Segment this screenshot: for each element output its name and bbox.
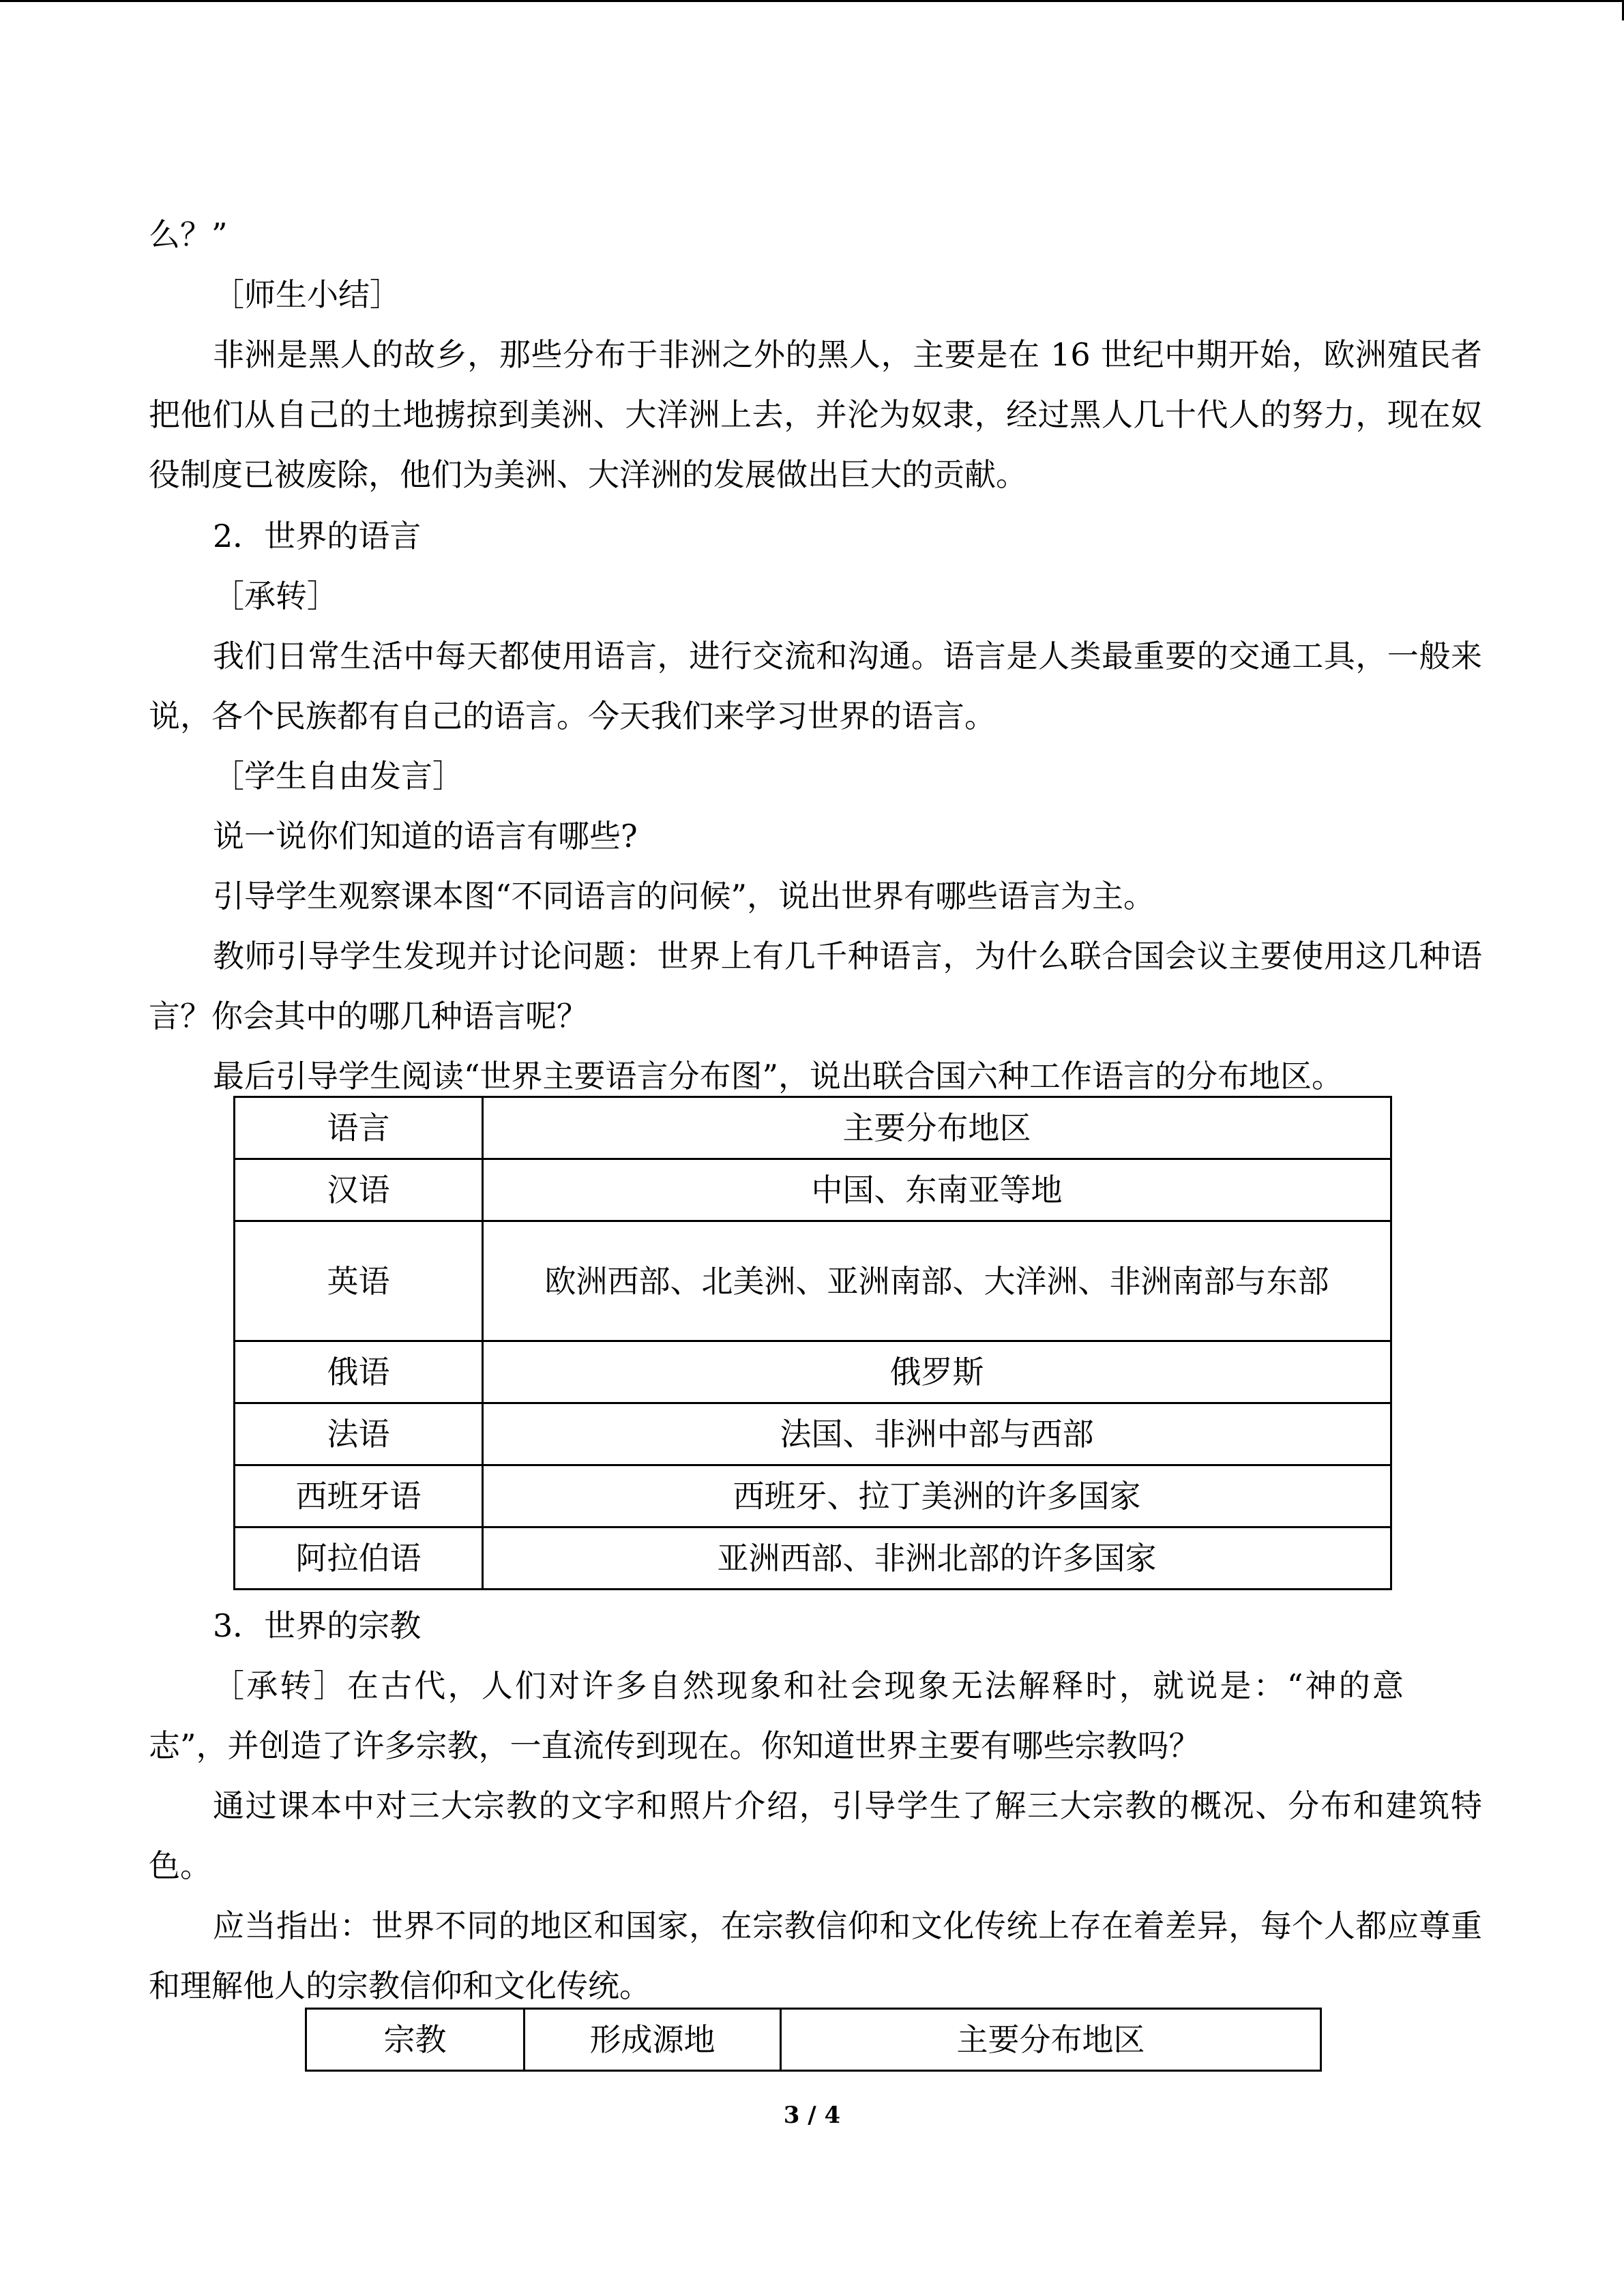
table-row: [235, 1221, 1391, 1341]
paragraph-discussion: 教师引导学生发现并讨论问题：世界上有几千种语言，为什么联合国会议主要使用这几种语言？你会其中的哪几种语言呢？: [149, 938, 1482, 1034]
cell-language: 俄语: [235, 1341, 483, 1403]
paragraph-three-religions: 通过课本中对三大宗教的文字和照片介绍，引导学生了解三大宗教的概况、分布和建筑特色。: [149, 1787, 1482, 1884]
cell-region: 西班牙、拉丁美洲的许多国家: [483, 1465, 1391, 1527]
cell-region: 法国、非洲中部与西部: [483, 1403, 1391, 1465]
header-origin: 形成源地: [525, 2009, 781, 2071]
header-language: 语言: [235, 1097, 483, 1159]
heading-world-languages: 2．世界的语言: [213, 518, 422, 554]
section-tag-free-speech: ［学生自由发言］: [213, 758, 464, 794]
table-header-row: [235, 1097, 1391, 1159]
section-tag-transition: ［承转］: [213, 578, 338, 614]
table-header-row: [306, 2009, 1321, 2071]
table-row: [235, 1159, 1391, 1221]
paragraph-question-languages: 说一说你们知道的语言有哪些?: [213, 818, 638, 854]
paragraph-continuation: 么？”: [149, 216, 228, 253]
cell-region: 亚洲西部、非洲北部的许多国家: [483, 1527, 1391, 1590]
paragraph-respect: 应当指出：世界不同的地区和国家，在宗教信仰和文化传统上存在着差异，每个人都应尊重和理解他人的宗教信仰和文化传统。: [149, 1907, 1482, 2004]
section-tag-summary: ［师生小结］: [213, 276, 401, 313]
paragraph-observe-figure: 引导学生观察课本图“不同语言的问候”，说出世界有哪些语言为主。: [213, 878, 1155, 914]
paragraph-read-map: 最后引导学生阅读“世界主要语言分布图”，说出联合国六种工作语言的分布地区。: [213, 1058, 1344, 1094]
cell-language: 西班牙语: [235, 1465, 483, 1527]
header-religion: 宗教: [306, 2009, 525, 2071]
religion-table: [305, 2008, 1322, 2072]
paragraph-language-intro: 我们日常生活中每天都使用语言，进行交流和沟通。语言是人类最重要的交通工具，一般来说，各个民族都有自己的语言。今天我们来学习世界的语言。: [149, 638, 1482, 734]
cell-language: 阿拉伯语: [235, 1527, 483, 1590]
paragraph-africa: 非洲是黑人的故乡，那些分布于非洲之外的黑人，主要是在 16 世纪中期开始，欧洲殖民者把他们从自己的土地掳掠到美洲、大洋洲上去，并沦为奴隶，经过黑人几十代人的努力，现在奴役制度已被废除，他们为美洲、大洋洲的发展做出巨大的贡献。: [149, 336, 1482, 493]
language-distribution-table: [233, 1096, 1392, 1590]
header-distribution: 主要分布地区: [781, 2009, 1321, 2071]
page-number: 3 / 4: [783, 2102, 841, 2129]
cell-language: 汉语: [235, 1159, 483, 1221]
heading-world-religions: 3．世界的宗教: [213, 1607, 422, 1644]
table-row: [235, 1527, 1391, 1590]
header-region: 主要分布地区: [483, 1097, 1391, 1159]
table-row: [235, 1341, 1391, 1403]
cell-region: 中国、东南亚等地: [483, 1159, 1391, 1221]
paragraph-religion-intro: ［承转］在古代，人们对许多自然现象和社会现象无法解释时，就说是：“神的意志”，并创造了许多宗教，一直流传到现在。你知道世界主要有哪些宗教吗？: [149, 1667, 1404, 1764]
table-row: [235, 1465, 1391, 1527]
cell-region: 俄罗斯: [483, 1341, 1391, 1403]
cell-language: 法语: [235, 1403, 483, 1465]
cell-language: 英语: [235, 1221, 483, 1341]
cell-region: 欧洲西部、北美洲、亚洲南部、大洋洲、非洲南部与东部: [483, 1221, 1391, 1341]
table-row: [235, 1403, 1391, 1465]
